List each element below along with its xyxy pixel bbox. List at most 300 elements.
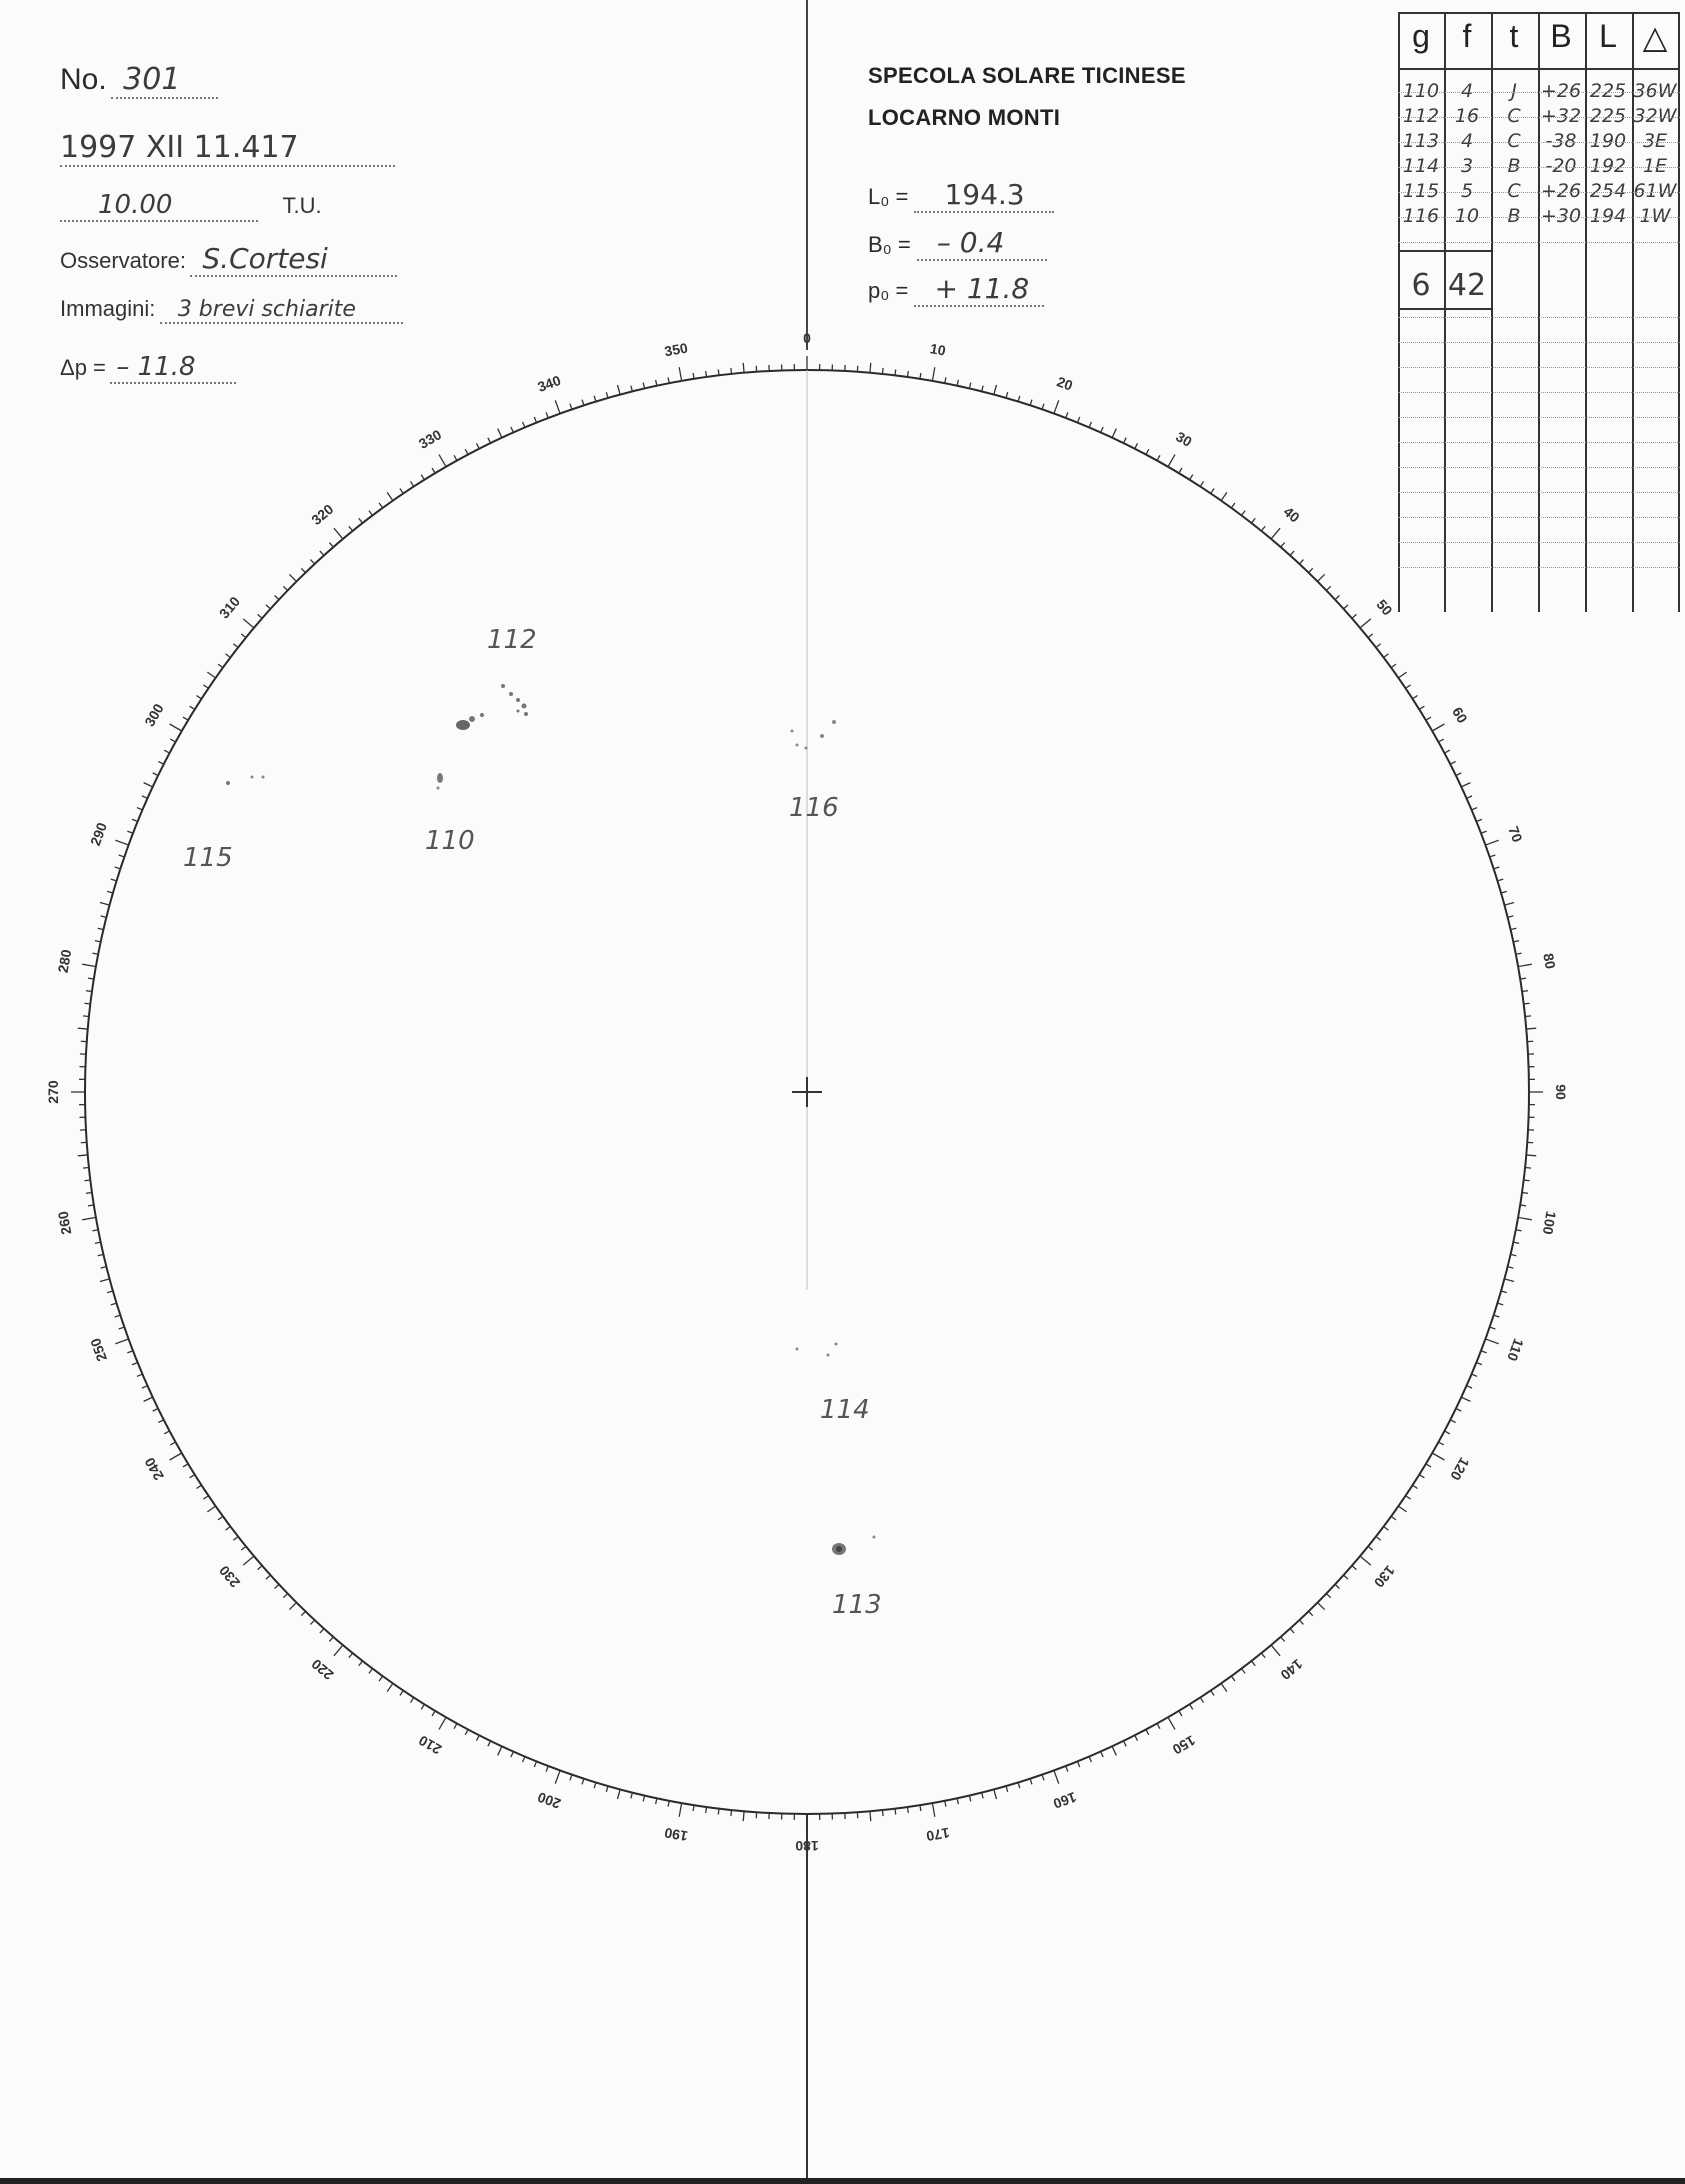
degree-tick [164,750,169,753]
degree-tick [920,1805,921,1811]
degree-label-180: 180 [795,1838,819,1854]
degree-tick [870,1811,871,1821]
degree-tick [994,1789,997,1799]
degree-tick [283,586,287,590]
degree-label-10: 10 [928,340,947,359]
degree-tick [243,619,254,628]
degree-tick [233,1537,238,1541]
degree-tick [132,819,138,821]
degree-tick [534,1761,536,1767]
degree-tick [369,1669,373,1674]
degree-tick [1485,840,1498,845]
degree-tick [1419,1475,1424,1478]
degree-tick [1157,455,1160,460]
degree-tick [465,449,468,454]
observer-label: Osservatore: [60,248,186,273]
degree-tick [170,1442,175,1445]
degree-tick [656,1798,657,1804]
degree-tick [1200,481,1203,486]
degree-tick [1179,468,1182,473]
degree-tick [498,1746,502,1755]
table-header-b: B [1550,18,1572,54]
degree-tick [1054,1770,1059,1783]
degree-tick [132,1362,138,1364]
total-groups: 6 [1411,268,1431,303]
degree-tick [1135,1735,1138,1740]
param-l0-label: L₀ = [868,184,909,209]
degree-tick [183,717,188,720]
degree-tick [594,1782,596,1788]
degree-tick [170,1453,182,1460]
degree-tick [1309,568,1313,572]
degree-tick [718,369,719,375]
degree-label-350: 350 [663,339,689,360]
degree-tick [379,1676,383,1681]
degree-tick [88,1205,94,1206]
degree-tick [1299,1620,1303,1624]
degree-tick [1360,619,1371,628]
degree-tick [1231,1676,1235,1681]
degree-tick [511,427,513,432]
degree-tick [1494,867,1500,869]
degree-tick [190,706,195,709]
degree-tick [1077,1761,1079,1767]
degree-tick [1516,1230,1522,1231]
degree-tick [170,739,175,742]
table-header-l: L [1599,18,1617,54]
degree-tick [982,386,983,392]
degree-tick [1444,750,1449,753]
degree-tick [183,1464,188,1467]
degree-tick [119,1327,125,1329]
degree-label-150: 150 [1169,1732,1199,1758]
degree-tick [233,644,238,648]
degree-tick [400,488,403,493]
degree-tick [1326,1594,1330,1598]
degree-tick [932,367,934,381]
degree-tick [1318,574,1325,581]
degree-tick [421,475,424,480]
degree-tick [555,400,560,413]
degree-tick [1522,1192,1528,1193]
degree-tick [1344,605,1348,609]
degree-tick [1309,1611,1313,1615]
degree-tick [84,1003,90,1004]
degree-tick [1391,1516,1396,1520]
page-bottom-edge [0,2178,1685,2184]
degree-tick [731,1810,732,1816]
degree-tick [1481,1351,1487,1353]
degree-tick [111,1303,117,1305]
degree-tick [743,1811,744,1821]
degree-tick [411,1698,414,1703]
degree-tick [718,1809,719,1815]
degree-tick [266,1575,270,1579]
degree-tick [1135,443,1138,448]
degree-tick [1231,503,1235,508]
degree-tick [387,1683,393,1691]
degree-label-90: 90 [1553,1084,1569,1100]
observer-value: S.Cortesi [190,242,397,277]
degree-tick [693,373,694,379]
degree-tick [289,1603,296,1610]
degree-tick [1352,1566,1357,1570]
degree-tick [1089,1757,1091,1763]
degree-tick [107,891,113,893]
degree-tick [582,1779,584,1785]
degree-tick [1508,1267,1514,1268]
degree-tick [1526,1028,1536,1029]
degree-tick [1290,1629,1294,1633]
degree-tick [1518,1217,1532,1219]
degree-tick [1299,560,1303,564]
degree-tick [1406,1496,1411,1499]
degree-tick [882,368,883,374]
degree-tick [115,840,128,845]
degree-tick [969,383,970,389]
degree-tick [1520,1205,1526,1206]
degree-tick [1513,941,1519,942]
degree-label-40: 40 [1280,503,1303,526]
degree-tick [92,953,98,954]
date-value: 1997 XII 11.417 [60,130,395,167]
degree-tick [1190,475,1193,480]
degree-tick [1042,404,1044,410]
degree-tick [100,903,110,906]
degree-tick [1376,1537,1381,1541]
degree-tick [400,1691,403,1696]
degree-tick [1485,1339,1498,1344]
degree-tick [606,1786,608,1792]
degree-tick [349,1653,353,1658]
degree-tick [1335,596,1339,600]
degree-tick [98,1254,104,1255]
degree-tick [1472,808,1478,810]
degree-tick [432,468,435,473]
degree-tick [656,380,657,386]
number-value: 301 [111,62,218,99]
degree-tick [1368,1546,1373,1550]
degree-tick [1042,1775,1044,1781]
degree-label-30: 30 [1173,428,1195,450]
degree-tick [1406,685,1411,688]
degree-tick [1112,429,1116,438]
degree-tick [1413,1485,1418,1488]
degree-tick [1504,903,1514,906]
degree-tick [1124,1741,1127,1746]
degree-tick [945,377,946,383]
degree-tick [101,916,107,917]
degree-tick [1525,1016,1531,1017]
degree-tick [1101,1752,1103,1757]
degree-tick [144,1397,153,1401]
degree-tick [731,368,732,374]
degree-tick [523,1757,525,1763]
degree-tick [170,724,182,731]
degree-tick [1467,1386,1472,1388]
group-label-113: 113 [832,1590,882,1620]
degree-tick [1352,614,1357,618]
degree-tick [1200,1698,1203,1703]
param-p0-value: + 11.8 [914,272,1044,307]
degree-tick [1211,1691,1214,1696]
degree-tick [957,380,958,386]
degree-tick [127,1351,133,1353]
degree-label-70: 70 [1505,824,1526,845]
degree-tick [932,1803,934,1817]
degree-tick [1168,455,1175,467]
degree-tick [1368,634,1373,638]
degree-tick [511,1752,513,1757]
degree-label-310: 310 [215,593,244,622]
degree-label-100: 100 [1539,1210,1560,1236]
table-header-f: f [1462,18,1472,54]
degree-tick [706,371,707,377]
degree-tick [1472,1374,1478,1376]
degree-tick [158,761,163,764]
degree-tick [631,1793,632,1799]
degree-tick [153,773,158,776]
degree-tick [311,560,315,564]
degree-tick [226,1527,231,1531]
degree-tick [78,1155,88,1156]
degree-tick [1467,796,1472,798]
degree-label-200: 200 [535,1789,563,1813]
degree-tick [668,1801,669,1807]
degree-tick [1501,1291,1507,1293]
degree-tick [454,455,457,460]
degree-tick [1281,1637,1285,1642]
sunspot-group-113-spots [832,1536,876,1556]
degree-tick [1157,1723,1160,1728]
degree-tick [78,1028,88,1029]
degree-tick [1168,1717,1175,1729]
degree-tick [226,654,231,658]
degree-label-240: 240 [141,1454,167,1484]
degree-label-130: 130 [1370,1562,1399,1591]
degree-tick [1426,1464,1431,1467]
degree-tick [1456,1409,1461,1412]
degree-tick [258,614,263,618]
degree-tick [534,417,536,423]
table-header-delta: △ [1642,19,1668,55]
delta-p-value: – 11.8 [110,352,236,384]
degree-tick [476,443,479,448]
degree-tick [1501,891,1507,893]
degree-tick [1146,449,1149,454]
table-header-g: g [1412,18,1430,54]
degree-tick [241,1546,246,1550]
degree-label-80: 80 [1540,952,1559,971]
degree-tick [301,568,305,572]
degree-label-170: 170 [925,1824,951,1845]
observatory-line1: SPECOLA SOLARE TICINESE [868,63,1186,88]
degree-tick [1384,654,1389,658]
degree-tick [83,1016,89,1017]
degree-tick [1510,928,1516,929]
degree-tick [1432,1453,1444,1460]
degree-tick [546,1766,548,1772]
degree-label-110: 110 [1504,1336,1527,1364]
degree-tick [1461,1397,1470,1401]
group-label-116: 116 [789,793,839,823]
degree-tick [1525,1167,1531,1168]
degree-tick [1497,879,1503,881]
degree-tick [679,367,681,381]
degree-tick [95,941,101,942]
degree-tick [243,1556,254,1565]
degree-tick [476,1735,479,1740]
table-header-t: t [1509,18,1519,54]
degree-tick [1271,1645,1280,1656]
degree-tick [387,492,393,500]
degree-label-220: 220 [308,1655,337,1684]
degree-tick [1261,1653,1265,1658]
param-b0-label: B₀ = [868,232,911,257]
degree-tick [1524,1180,1530,1181]
degree-tick [142,1386,147,1388]
degree-tick [411,481,414,486]
degree-tick [1438,1442,1443,1445]
degree-tick [137,1374,143,1376]
degree-label-320: 320 [308,500,337,529]
sunspot-group-116-spots [791,720,837,750]
degree-tick [1520,978,1526,979]
degree-tick [1426,717,1431,720]
degree-tick [334,528,343,539]
degree-tick [92,1230,98,1231]
degree-tick [1522,991,1528,992]
degree-tick [207,1506,215,1512]
degree-tick [1508,916,1514,917]
degree-tick [957,1798,958,1804]
degree-tick [203,685,208,688]
degree-tick [1444,1431,1449,1434]
sunspot-group-114-spots [796,1343,838,1357]
degree-tick [107,1291,113,1293]
degree-tick [379,503,383,508]
degree-tick [196,696,201,699]
degree-tick [1030,1779,1032,1785]
degree-tick [164,1431,169,1434]
degree-label-250: 250 [86,1336,110,1364]
degree-label-270: 270 [45,1080,61,1104]
degree-tick [454,1723,457,1728]
group-label-110: 110 [425,826,475,856]
param-b0-value: – 0.4 [917,226,1047,261]
degree-tick [594,396,596,402]
degree-tick [1518,964,1532,966]
degree-tick [100,1279,110,1282]
degree-label-50: 50 [1373,596,1396,619]
degree-tick [969,1795,970,1801]
degree-tick [1476,1362,1482,1364]
degree-tick [945,1801,946,1807]
degree-tick [895,1809,896,1815]
degree-tick [98,928,104,929]
delta-p-label: Δp = [60,355,106,380]
degree-tick [1030,400,1032,406]
degree-label-330: 330 [415,426,445,452]
degree-label-190: 190 [663,1824,689,1845]
degree-label-260: 260 [54,1210,75,1236]
degree-tick [1054,400,1059,413]
images-label: Immagini: [60,296,156,321]
degree-tick [668,377,669,383]
degree-tick [1018,1782,1020,1788]
degree-tick [1190,1704,1193,1709]
degree-tick [1006,1786,1008,1792]
degree-tick [488,1741,491,1746]
degree-label-120: 120 [1447,1454,1473,1484]
degree-tick [283,1594,287,1598]
degree-tick [631,386,632,392]
degree-tick [349,526,353,531]
degree-tick [369,511,373,516]
degree-tick [498,429,502,438]
degree-tick [218,664,223,668]
total-spots: 42 [1447,268,1487,303]
time-unit: T.U. [282,193,322,218]
degree-tick [359,518,363,523]
degree-label-160: 160 [1051,1789,1079,1813]
degree-tick [1066,412,1068,418]
degree-tick [203,1496,208,1499]
degree-tick [1419,706,1424,709]
degree-tick [1318,1603,1325,1610]
degree-tick [1211,488,1214,493]
degree-tick [439,1717,446,1729]
degree-tick [1112,1746,1116,1755]
degree-tick [115,1339,128,1344]
degree-tick [320,1629,324,1633]
degree-label-290: 290 [86,820,110,848]
group-label-114: 114 [820,1395,870,1425]
degree-tick [158,1420,163,1423]
time-value: 10.00 [60,190,258,222]
param-l0-value: 194.3 [914,178,1054,213]
degree-tick [1179,1711,1182,1716]
degree-tick [870,363,871,373]
degree-tick [1438,739,1443,742]
group-label-115: 115 [183,843,233,873]
degree-tick [555,1770,560,1783]
degree-tick [334,1645,343,1656]
degree-tick [546,412,548,418]
degree-tick [570,1775,572,1781]
degree-tick [982,1793,983,1799]
degree-label-20: 20 [1054,373,1075,394]
degree-tick [488,438,491,443]
degree-tick [907,1807,908,1813]
images-value: 3 brevi schiarite [160,297,403,324]
degree-tick [1516,953,1522,954]
degree-tick [115,1315,121,1317]
degree-tick [1006,392,1008,398]
degree-tick [329,543,333,548]
degree-label-140: 140 [1277,1655,1306,1684]
degree-tick [1384,1527,1389,1531]
degree-tick [86,1192,92,1193]
degree-tick [119,855,125,857]
degree-tick [1510,1254,1516,1255]
degree-tick [1101,427,1103,432]
observatory-line2: LOCARNO MONTI [868,105,1061,130]
degree-label-280: 280 [54,948,75,974]
degree-tick [1077,417,1079,423]
degree-tick [523,422,525,428]
degree-tick [618,1789,621,1799]
